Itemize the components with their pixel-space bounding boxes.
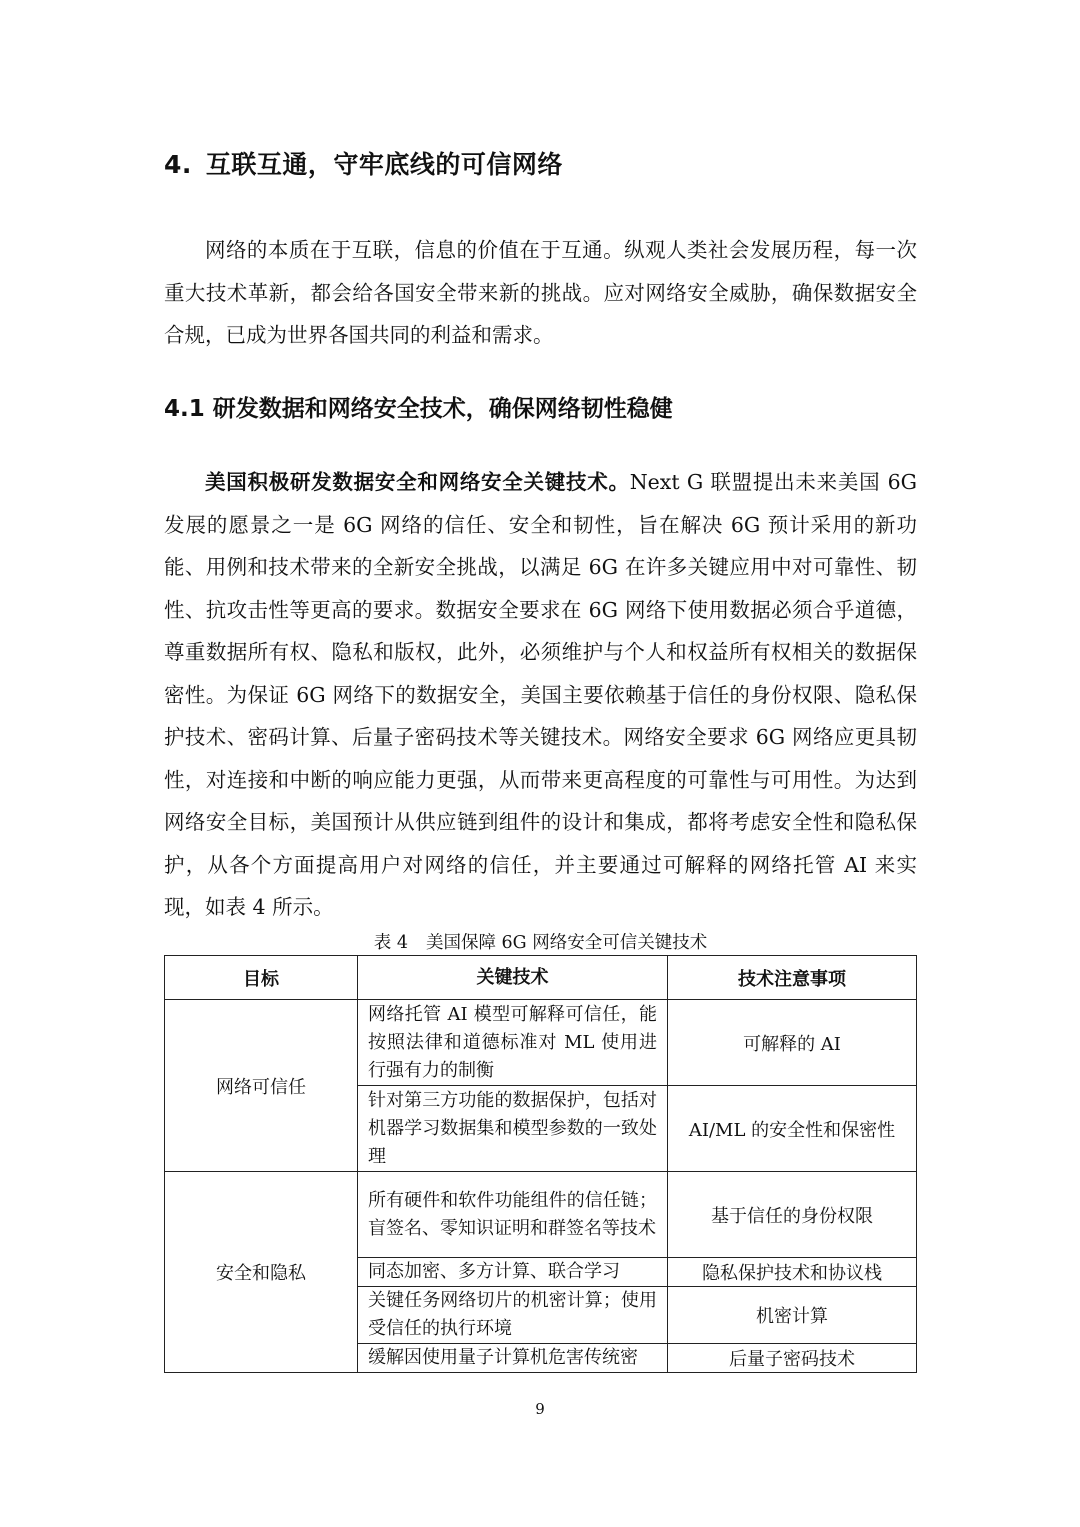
- tech-cell: 网络托管 AI 模型可解释可信任，能按照法律和道德标准对 ML 使用进行强有力的制衡: [358, 1000, 668, 1086]
- goal-cell: 网络可信任: [165, 1000, 358, 1172]
- header-notes: 技术注意事项: [668, 956, 917, 1000]
- subsection-heading: 4.1 研发数据和网络安全技术，确保网络韧性稳健: [164, 396, 673, 422]
- tech-cell: 缓解因使用量子计算机危害传统密: [358, 1344, 668, 1373]
- header-tech: 关键技术: [358, 956, 668, 1000]
- note-cell: 隐私保护技术和协议栈: [668, 1258, 917, 1287]
- section-number: 4.: [164, 150, 192, 179]
- table-row: [165, 1000, 917, 1086]
- note-cell: 可解释的 AI: [668, 1000, 917, 1086]
- tech-cell: 针对第三方功能的数据保护，包括对机器学习数据集和模型参数的一致处理: [358, 1086, 668, 1172]
- tech-cell: 同态加密、多方计算、联合学习: [358, 1258, 668, 1287]
- table-row: [165, 1172, 917, 1258]
- table-caption: [164, 929, 917, 954]
- section-title: 互联互通，守牢底线的可信网络: [205, 150, 563, 179]
- intro-paragraph: 网络的本质在于互联，信息的价值在于互通。纵观人类社会发展历程，每一次重大技术革新，都会给各国安全带来新的挑战。应对网络安全威胁，确保数据安全合规，已成为世界各国共同的利益和需求。: [164, 238, 917, 347]
- section-heading: [164, 145, 563, 181]
- tech-cell: 所有硬件和软件功能组件的信任链；盲签名、零知识证明和群签名等技术: [358, 1172, 668, 1258]
- lead-sentence: 美国积极研发数据安全和网络安全关键技术。: [205, 470, 630, 494]
- table-caption-title: 美国保障 6G 网络安全可信关键技术: [425, 933, 708, 953]
- note-cell: 机密计算: [668, 1287, 917, 1344]
- table-caption-label: 表 4: [373, 933, 408, 953]
- body-text: Next G 联盟提出未来美国 6G 发展的愿景之一是 6G 网络的信任、安全和韧性，旨在解决 6G 预计采用的新功能、用例和技术带来的全新安全挑战，以满足 6G 在许多关键应用中对可靠性、韧性、抗攻击性等更高的要求。数据安全要求在 6G 网络下使用数据必须合乎道德，尊重数据所有权、隐私和版权，此外，必须维护与个人和权益所有权相关的数据保密性。为保证 6G 网络下的数据安全，美国主要依赖基于信任的身份权限、隐私保护技术、密码计算、后量子密码技术等关键技术。网络安全要求 6G 网络应更具韧性，对连接和中断的响应能力更强，从而带来更高程度的可靠性与可用性。为达到网络安全目标，美国预计从供应链到组件的设计和集成，都将考虑安全性和隐私保护，从各个方面提高用户对网络的信任，并主要通过可解释的网络托管 AI 来实现，如表 4 所示。: [164, 470, 917, 919]
- goal-cell: 安全和隐私: [165, 1172, 358, 1373]
- note-cell: 后量子密码技术: [668, 1344, 917, 1373]
- table-header-row: [165, 956, 917, 1000]
- body-paragraph: [164, 461, 917, 929]
- header-goal: 目标: [165, 956, 358, 1000]
- page-number: 9: [535, 1400, 545, 1418]
- key-tech-table: [164, 955, 917, 1373]
- note-cell: 基于信任的身份权限: [668, 1172, 917, 1258]
- tech-cell: 关键任务网络切片的机密计算；使用受信任的执行环境: [358, 1287, 668, 1344]
- note-cell: AI/ML 的安全性和保密性: [668, 1086, 917, 1172]
